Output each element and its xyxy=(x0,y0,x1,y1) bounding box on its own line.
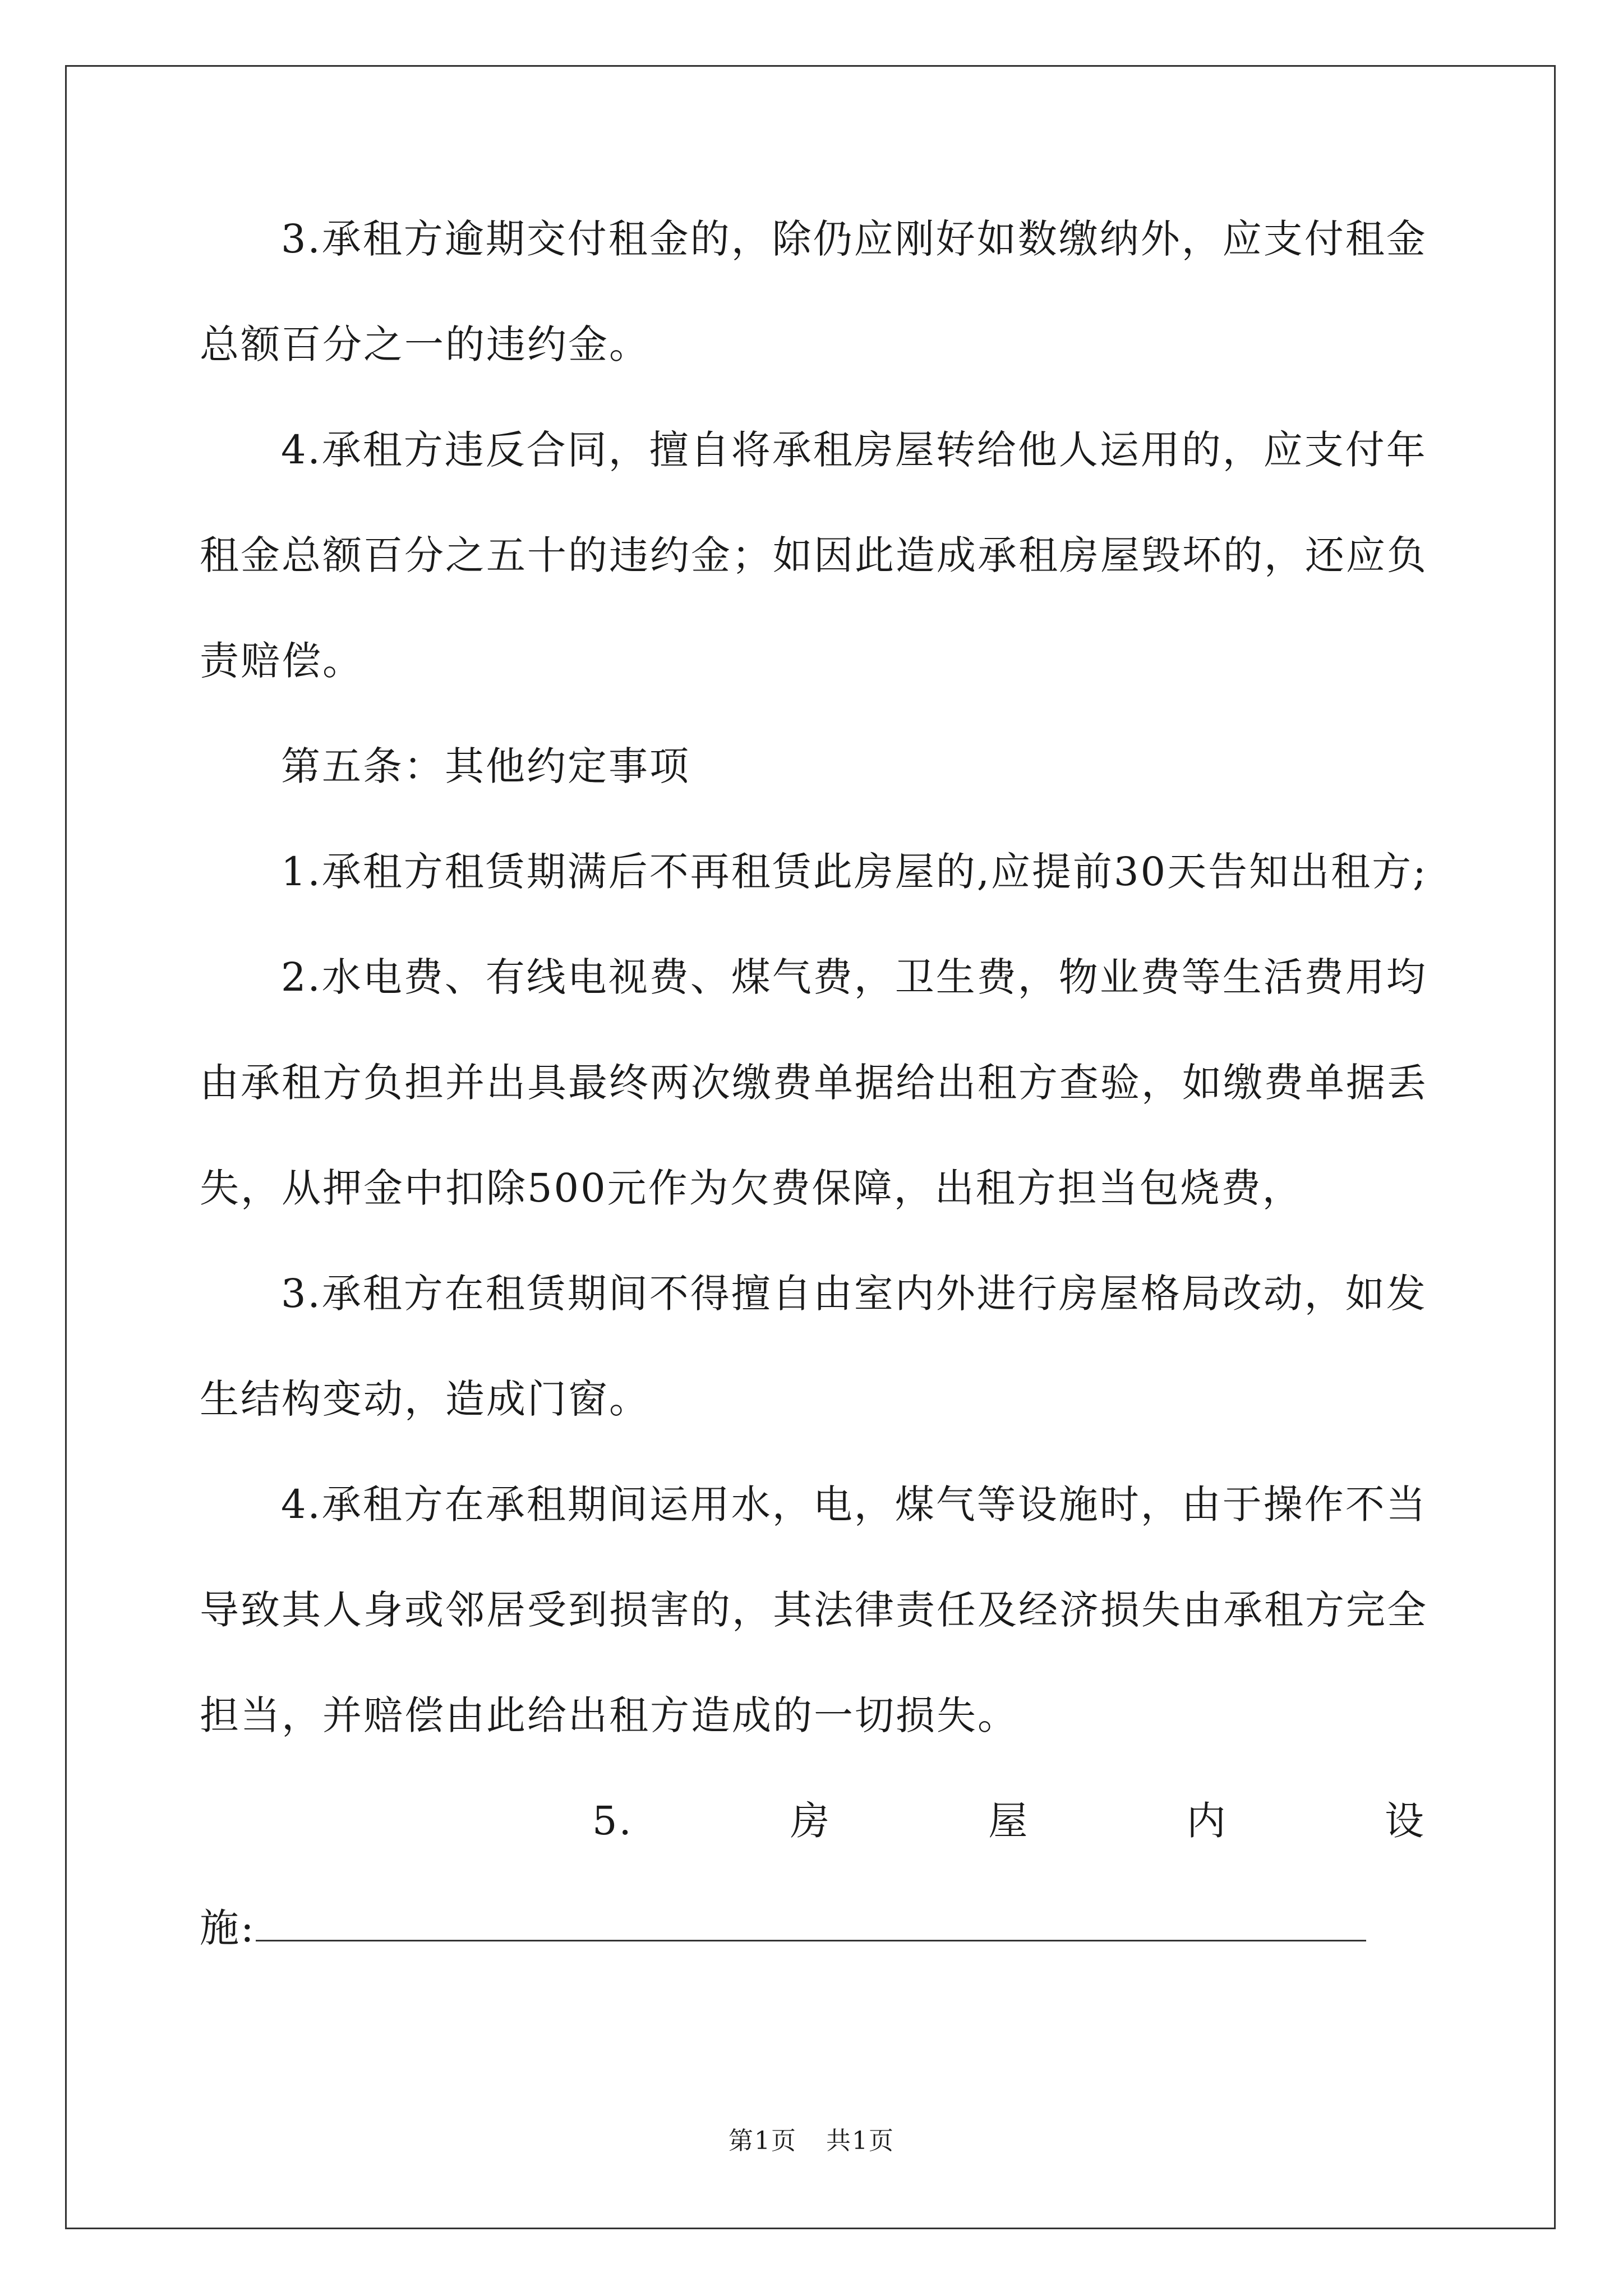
text-line: 1.承租方租赁期满后不再租赁此房屋的,应提前30天告知出租方; xyxy=(281,849,1428,895)
paragraph-facilities xyxy=(200,1795,1426,1952)
section-heading: 第五条：其他约定事项 xyxy=(281,743,690,789)
paragraph-utilities xyxy=(200,951,1426,1214)
text-line: 生结构变动，造成门窗。 xyxy=(200,1376,650,1422)
page-total: 共1页 xyxy=(826,2127,895,2155)
text-line: 导致其人身或邻居受到损害的，其法律责任及经济损失由承租方完全 xyxy=(200,1587,1428,1633)
text-line: 总额百分之一的违约金。 xyxy=(200,321,650,367)
word: 设 xyxy=(1384,1798,1426,1844)
text-line: 担当，并赔偿由此给出租方造成的一切损失。 xyxy=(200,1692,1018,1738)
word: 5. xyxy=(592,1798,633,1844)
section-title xyxy=(200,740,1426,792)
text-line: 租金总额百分之五十的违约金；如因此造成承租房屋毁坏的，还应负 xyxy=(200,532,1428,578)
text-line xyxy=(200,1795,1426,1847)
text-line: 4.承租方在承租期间运用水，电，煤气等设施时，由于操作不当 xyxy=(281,1481,1427,1527)
facilities-label: 施: xyxy=(200,1905,256,1951)
text-line: 2.水电费、有线电视费、煤气费，卫生费，物业费等生活费用均 xyxy=(281,954,1427,1000)
text-line: 3.承租方在租赁期间不得擅自由室内外进行房屋格局改动，如发 xyxy=(281,1271,1427,1317)
text-line: 责赔偿。 xyxy=(200,638,363,684)
word: 内 xyxy=(1186,1798,1228,1844)
paragraph-notice xyxy=(200,846,1426,898)
page-number: 第1页 xyxy=(728,2127,797,2155)
word: 房 xyxy=(790,1798,832,1844)
paragraph-sublet-penalty xyxy=(200,424,1426,687)
document-body xyxy=(200,213,1426,1952)
paragraph-layout-changes xyxy=(200,1268,1426,1425)
text-line xyxy=(200,1901,1426,1952)
text-line: 4.承租方违反合同，擅自将承租房屋转给他人运用的，应支付年 xyxy=(281,427,1427,473)
blank-fill-line xyxy=(256,1901,1366,1941)
page-footer xyxy=(0,2120,1623,2156)
text-line: 失，从押金中扣除500元作为欠费保障，出租方担当包烧费， xyxy=(200,1165,1303,1211)
text-line: 3.承租方逾期交付租金的，除仍应刚好如数缴纳外，应支付租金 xyxy=(281,216,1427,262)
text-line: 由承租方负担并出具最终两次缴费单据给出租方查验，如缴费单据丢 xyxy=(200,1060,1428,1106)
paragraph-liability xyxy=(200,1479,1426,1741)
paragraph-late-rent xyxy=(200,213,1426,370)
word: 屋 xyxy=(988,1798,1030,1844)
